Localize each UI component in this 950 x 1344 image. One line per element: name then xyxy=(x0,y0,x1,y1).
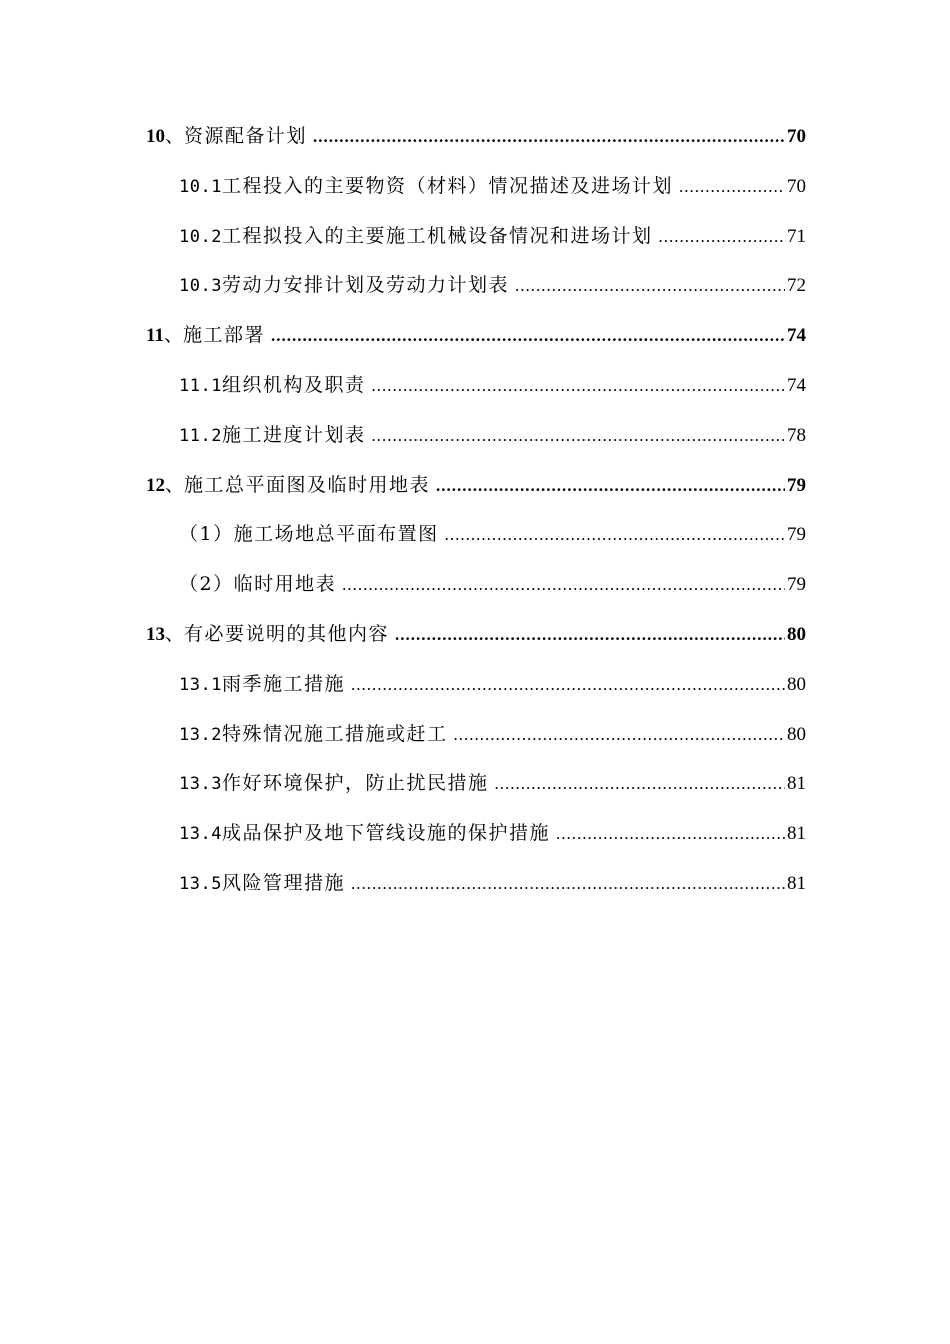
toc-entry-separator: 、 xyxy=(163,324,183,347)
toc-entry-number: 13 xyxy=(146,623,165,645)
toc-entry-title: 成品保护及地下管线设施的保护措施 xyxy=(221,822,550,845)
toc-entry-title: 雨季施工措施 xyxy=(221,672,345,695)
toc-page-number: 80 xyxy=(787,723,806,745)
toc-entry-number: 13.3 xyxy=(179,774,222,795)
toc-entry-title: 工程投入的主要物资（材料）情况描述及进场计划 xyxy=(221,174,673,197)
toc-entry-number: 10.2 xyxy=(179,226,222,247)
toc-entry-number: 13.1 xyxy=(179,674,222,695)
toc-entry-12-1[interactable] xyxy=(146,518,806,568)
toc-entry-12[interactable] xyxy=(146,469,806,519)
toc-page-number: 71 xyxy=(787,225,806,247)
toc-entry-13-1[interactable] xyxy=(146,668,806,718)
toc-dot-leader xyxy=(445,519,785,551)
toc-entry-title: 施工总平面图及临时用地表 xyxy=(184,473,431,496)
toc-entry-title: 特殊情况施工措施或赶工 xyxy=(221,722,448,745)
toc-entry-11-1[interactable] xyxy=(146,369,806,419)
toc-entry-title: （2）临时用地表 xyxy=(179,573,337,596)
toc-entry-separator: 、 xyxy=(165,125,185,147)
toc-entry-11[interactable] xyxy=(146,319,806,369)
toc-page-number: 79 xyxy=(787,574,806,596)
toc-entry-title: 组织机构及职责 xyxy=(221,373,366,396)
toc-entry-number: 10.1 xyxy=(179,176,222,197)
toc-entry-title: 劳动力安排计划及劳动力计划表 xyxy=(221,274,509,297)
toc-dot-leader xyxy=(271,320,785,352)
toc-entry-number: 12 xyxy=(146,474,165,496)
toc-page-number: 74 xyxy=(787,374,806,396)
toc-dot-leader xyxy=(313,121,785,153)
toc-dot-leader xyxy=(371,370,785,402)
toc-dot-leader xyxy=(395,619,785,651)
toc-page-number: 81 xyxy=(787,773,806,795)
toc-page-number: 80 xyxy=(787,673,806,695)
toc-page-number: 72 xyxy=(787,275,806,297)
toc-entry-title: （1）施工场地总平面布置图 xyxy=(179,523,439,546)
toc-entry-number: 11 xyxy=(146,325,164,347)
toc-page-number: 80 xyxy=(787,623,806,645)
toc-dot-leader xyxy=(658,221,785,253)
toc-page-number: 78 xyxy=(787,424,806,446)
toc-entry-separator: 、 xyxy=(165,622,185,645)
toc-entry-13-5[interactable] xyxy=(146,867,806,917)
toc-entry-number: 13.2 xyxy=(179,724,222,745)
toc-entry-11-2[interactable] xyxy=(146,419,806,469)
toc-entry-number: 11.2 xyxy=(179,425,222,446)
toc-entry-title: 风险管理措施 xyxy=(221,871,345,894)
toc-entry-number: 10 xyxy=(146,126,165,147)
toc-dot-leader xyxy=(351,868,785,900)
toc-entry-title: 资源配备计划 xyxy=(184,125,308,147)
toc-page-number: 79 xyxy=(787,524,806,546)
toc-entry-title: 工程拟投入的主要施工机械设备情况和进场计划 xyxy=(221,224,653,247)
toc-page-number: 79 xyxy=(787,474,806,496)
toc-entry-13[interactable] xyxy=(146,618,806,668)
table-of-contents xyxy=(146,120,806,917)
toc-dot-leader xyxy=(351,669,785,701)
toc-entry-10-3[interactable] xyxy=(146,269,806,319)
toc-entry-13-4[interactable] xyxy=(146,817,806,867)
toc-entry-number: 10.3 xyxy=(179,276,222,297)
toc-entry-10-2[interactable] xyxy=(146,220,806,270)
toc-page-number: 70 xyxy=(787,126,806,147)
toc-dot-leader xyxy=(679,171,785,203)
toc-page-number: 81 xyxy=(787,823,806,845)
toc-page-number: 81 xyxy=(787,872,806,894)
toc-entry-title: 有必要说明的其他内容 xyxy=(184,622,390,645)
toc-dot-leader xyxy=(494,768,785,800)
toc-entry-12-2[interactable] xyxy=(146,568,806,618)
toc-dot-leader xyxy=(371,420,785,452)
toc-dot-leader xyxy=(436,470,785,502)
toc-entry-10-1[interactable] xyxy=(146,170,806,220)
toc-entry-title: 施工部署 xyxy=(182,324,265,347)
toc-entry-number: 13.4 xyxy=(179,824,222,845)
toc-entry-number: 13.5 xyxy=(179,873,222,894)
toc-dot-leader xyxy=(515,270,785,302)
toc-entry-separator: 、 xyxy=(165,473,185,496)
toc-entry-number: 11.1 xyxy=(179,375,222,396)
toc-entry-13-3[interactable] xyxy=(146,767,806,817)
toc-entry-10[interactable] xyxy=(146,120,806,170)
toc-page-number: 74 xyxy=(787,325,806,347)
toc-dot-leader xyxy=(342,569,785,601)
toc-dot-leader xyxy=(556,818,785,850)
toc-entry-title: 施工进度计划表 xyxy=(221,423,366,446)
toc-entry-13-2[interactable] xyxy=(146,718,806,768)
toc-entry-title: 作好环境保护，防止扰民措施 xyxy=(221,772,489,795)
toc-dot-leader xyxy=(453,719,785,751)
toc-page-number: 70 xyxy=(787,175,806,197)
